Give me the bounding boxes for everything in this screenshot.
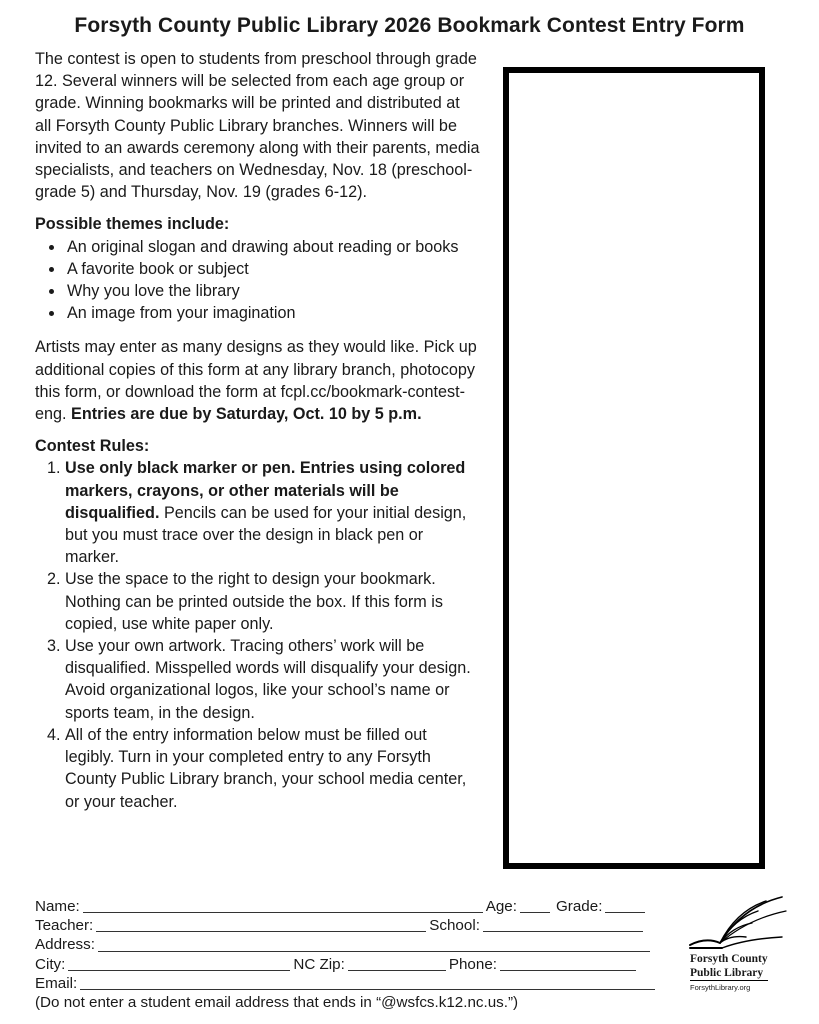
logo-url: ForsythLibrary.org <box>690 983 751 992</box>
due-date: Entries are due by Saturday, Oct. 10 by 5 p.m. <box>71 405 422 424</box>
rule-item <box>65 457 480 568</box>
zip-field[interactable] <box>348 956 446 971</box>
rules-list <box>35 457 480 812</box>
rules-heading: Contest Rules: <box>35 437 150 456</box>
name-label: Name: <box>35 898 80 915</box>
form-row-name <box>35 897 665 916</box>
artists-paragraph <box>35 336 480 425</box>
open-book-icon <box>686 893 790 951</box>
list-item: • A favorite book or subject <box>65 258 480 280</box>
themes-list <box>35 236 480 325</box>
themes-heading: Possible themes include: <box>35 215 230 234</box>
age-field[interactable] <box>520 898 550 913</box>
intro-paragraph: The contest is open to students from preschool through grade 12. Several winners will be selected from each age group or grade. Winning bookmarks will be printed and distributed at all Forsyth County Public Library branches. Winners will be invited to an awards ceremony along with their parents, media specialists, and teachers on Wednesday, Nov. 18 (preschool-grade 5) and Thursday, Nov. 19 (grades 6-12). <box>35 50 480 202</box>
address-field[interactable] <box>98 937 650 952</box>
name-field[interactable] <box>83 898 483 913</box>
grade-label: Grade: <box>555 898 603 915</box>
teacher-field[interactable] <box>96 917 426 932</box>
form-row-teacher <box>35 916 665 935</box>
teacher-label: Teacher: <box>35 917 94 935</box>
zip-label: NC Zip: <box>293 955 345 973</box>
library-logo <box>686 893 796 993</box>
contest-info <box>35 48 480 813</box>
logo-name-line2: Public Library <box>690 967 764 979</box>
grade-field[interactable] <box>605 898 645 913</box>
bookmark-design-box[interactable] <box>503 67 765 869</box>
rule1-text: Pencils can be used for your initial design, but you must trace over the design in black pen or marker. <box>65 503 467 567</box>
list-item: • An image from your imagination <box>65 302 480 324</box>
rule-item: 2. Use the space to the right to design your bookmark. Nothing can be printed outside the box. If this form is copied, use white paper only. <box>65 568 480 635</box>
city-field[interactable] <box>68 956 290 971</box>
artists-text: Artists may enter as many designs as they would like. Pick up additional copies of this form at any library branch, photocopy this form, or download the form at fcpl.cc/bookmark-contest-eng. <box>35 338 477 424</box>
form-row-address <box>35 935 665 954</box>
form-row-email <box>35 974 665 993</box>
logo-divider <box>690 980 768 981</box>
entry-form <box>35 897 665 1012</box>
email-label: Email: <box>35 974 78 992</box>
age-label: Age: <box>485 898 517 915</box>
form-row-city <box>35 955 665 974</box>
school-field[interactable] <box>483 917 643 932</box>
email-field[interactable] <box>80 975 655 990</box>
school-label: School: <box>429 917 480 935</box>
address-label: Address: <box>35 936 95 954</box>
rule1-bold: Use only black marker or pen. Entries using colored markers, crayons, or other materials will be disqualified. <box>65 459 466 522</box>
email-note: (Do not enter a student email address that ends in “@wsfcs.k12.nc.us.”) <box>35 994 519 1012</box>
rule-item: 4. All of the entry information below must be filled out legibly. Turn in your completed entry to any Forsyth County Public Library branch, your school media center, or your teacher. <box>65 724 480 813</box>
page-title: Forsyth County Public Library 2026 Bookmark Contest Entry Form <box>74 14 745 37</box>
city-label: City: <box>35 955 66 973</box>
list-item: • Why you love the library <box>65 280 480 302</box>
phone-field[interactable] <box>500 956 636 971</box>
logo-name-line1: Forsyth County <box>690 953 768 965</box>
phone-label: Phone: <box>448 955 497 973</box>
list-item: • An original slogan and drawing about reading or books <box>65 236 480 258</box>
rule-item: 3. Use your own artwork. Tracing others’ work will be disqualified. Misspelled words will disqualify your design. Avoid organizational logos, like your school’s name or sports team, in the design. <box>65 635 480 724</box>
